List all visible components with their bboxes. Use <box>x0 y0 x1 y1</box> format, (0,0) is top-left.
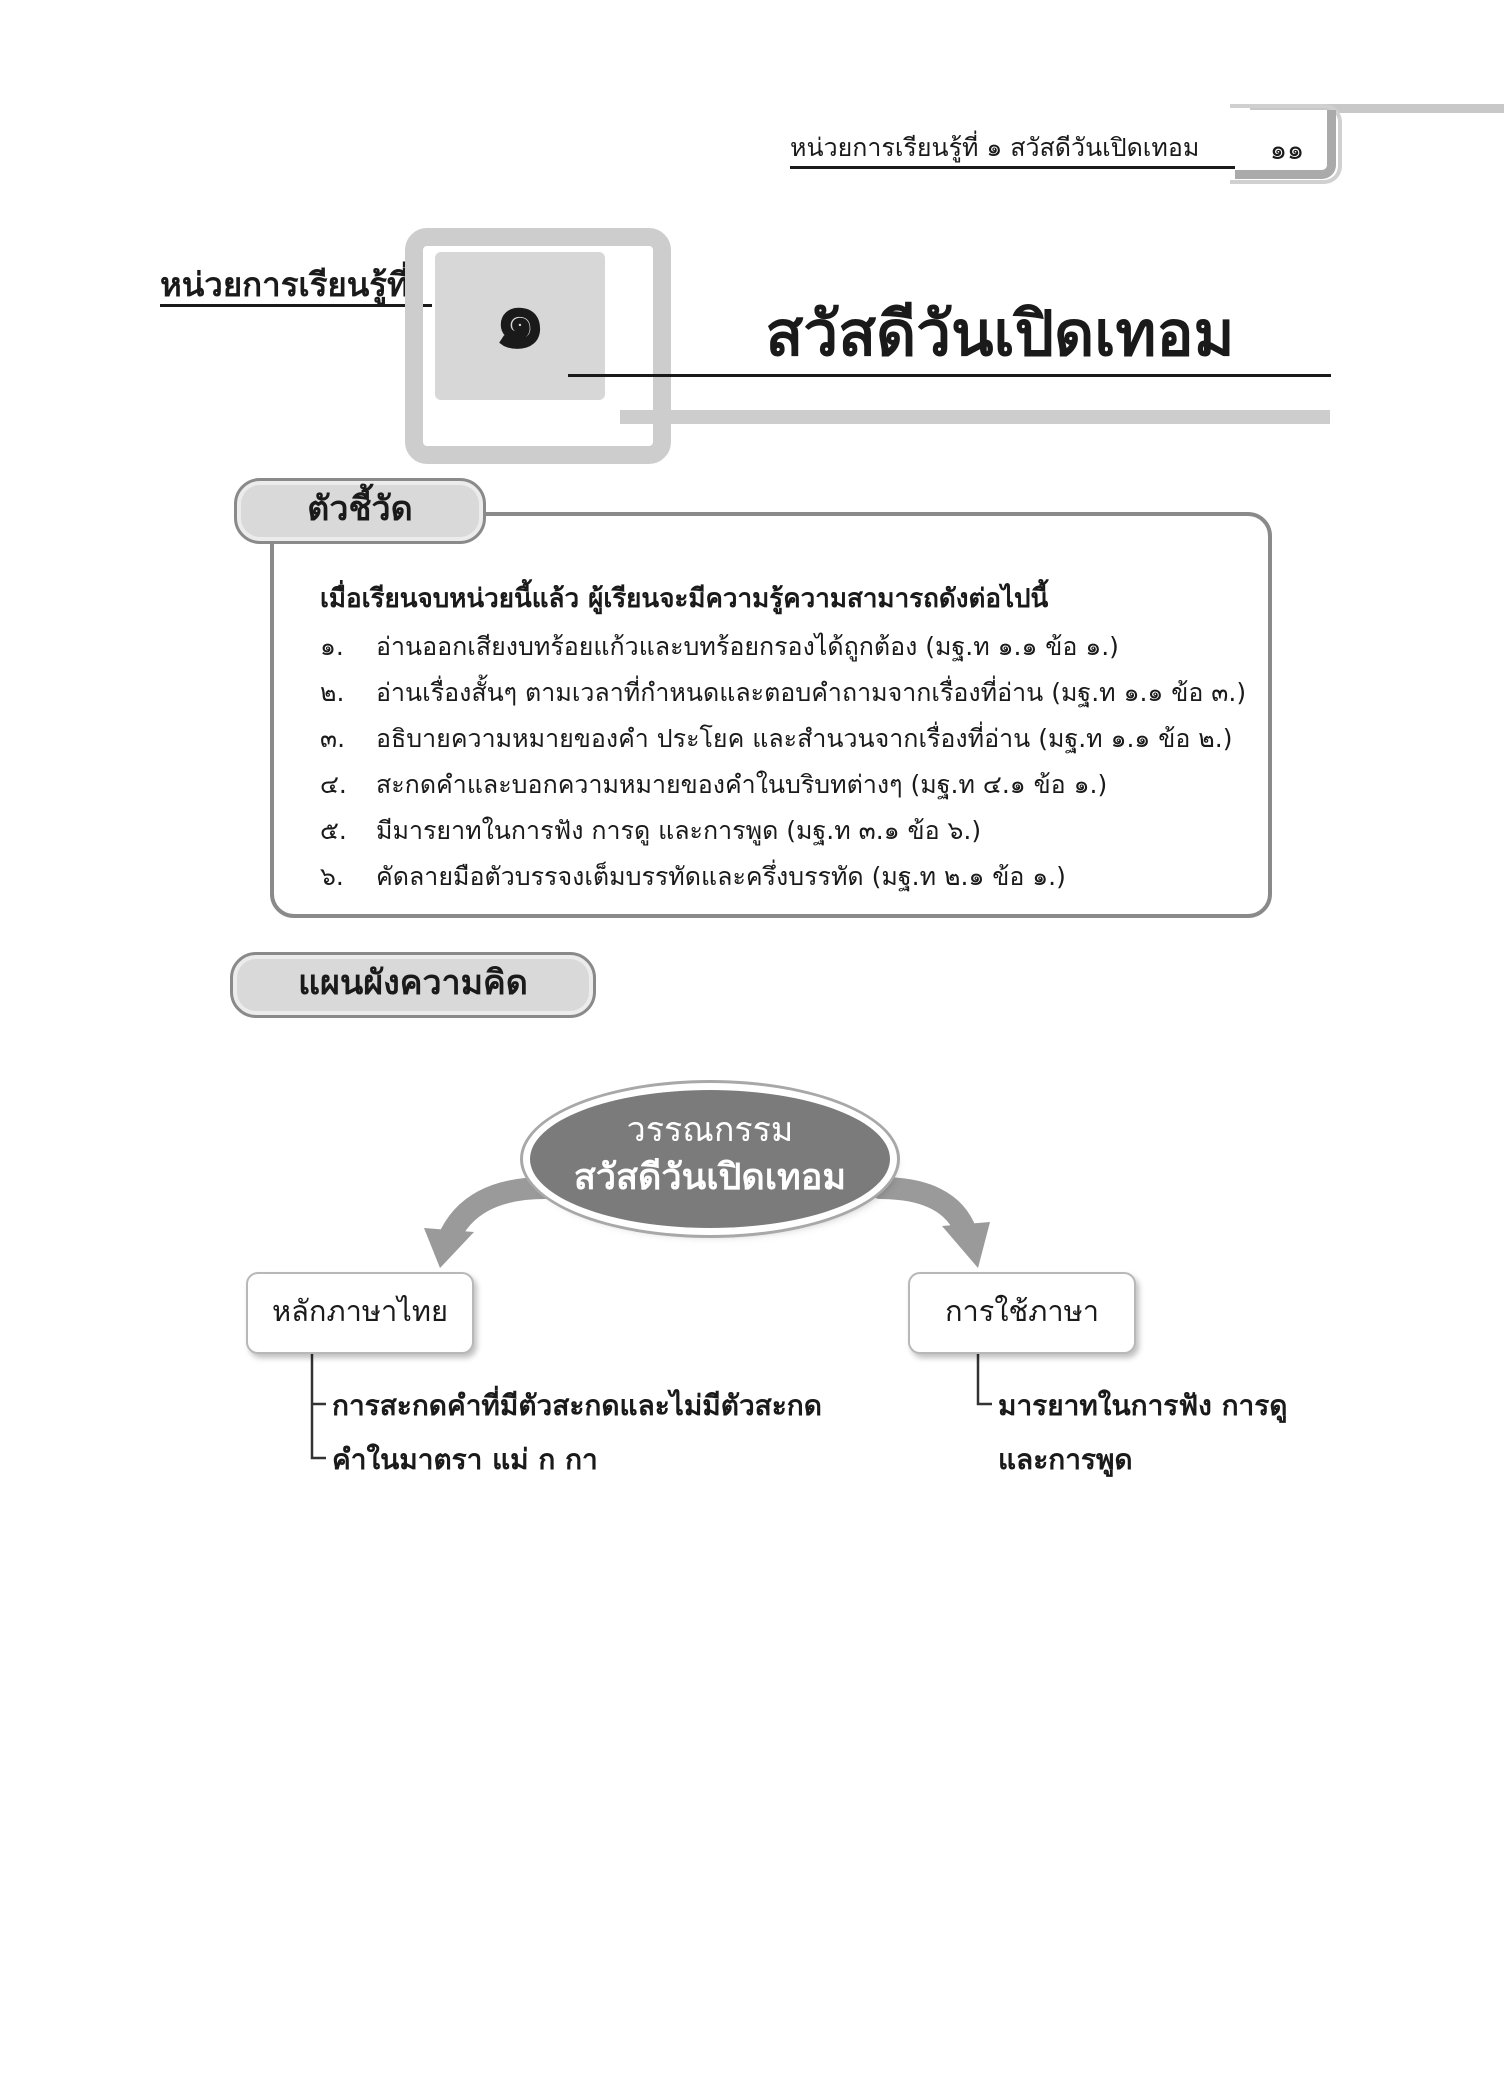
indicators-intro: เมื่อเรียนจบหน่วยนี้แล้ว ผู้เรียนจะมีความรู้ความสามารถดังต่อไปนี้ <box>320 584 1049 614</box>
item-number: ๓. <box>320 724 346 753</box>
left-arrowhead-icon <box>424 1228 474 1268</box>
left-sub-item: คำในมาตรา แม่ ก กา <box>332 1443 598 1476</box>
item-text: อธิบายความหมายของคำ ประโยค และสำนวนจากเรื่องที่อ่าน (มฐ.ท ๑.๑ ข้อ ๒.) <box>376 724 1233 753</box>
item-text: มีมารยาทในการฟัง การดู และการพูด (มฐ.ท ๓.๑ ข้อ ๖.) <box>376 816 982 845</box>
item-text: สะกดคำและบอกความหมายของคำในบริบทต่างๆ (มฐ.ท ๔.๑ ข้อ ๑.) <box>376 770 1108 799</box>
unit-label: หน่วยการเรียนรู้ที่ <box>160 265 409 304</box>
item-text: อ่านเรื่องสั้นๆ ตามเวลาที่กำหนดและตอบคำถามจากเรื่องที่อ่าน (มฐ.ท ๑.๑ ข้อ ๓.) <box>376 678 1247 707</box>
left-sub-item: การสะกดคำที่มีตัวสะกดและไม่มีตัวสะกด <box>332 1389 822 1422</box>
mindmap-branch-right: การใช้ภาษา <box>908 1272 1136 1354</box>
mindmap-heading: แผนผังความคิด <box>230 952 596 1018</box>
mindmap-center-line1: วรรณกรรม <box>626 1110 794 1150</box>
item-text: อ่านออกเสียงบทร้อยแก้วและบทร้อยกรองได้ถูกต้อง (มฐ.ท ๑.๑ ข้อ ๑.) <box>376 632 1119 661</box>
item-number: ๑. <box>320 632 344 661</box>
item-number: ๒. <box>320 678 345 707</box>
right-sub-item: มารยาทในการฟัง การดู <box>998 1389 1288 1422</box>
page-number: ๑๑ <box>1269 135 1305 166</box>
unit-title: สวัสดีวันเปิดเทอม <box>765 297 1235 370</box>
right-sub-item: และการพูด <box>998 1443 1133 1476</box>
left-bracket-line <box>312 1352 326 1458</box>
unit-number: ๑ <box>493 269 547 367</box>
item-number: ๖. <box>320 862 344 891</box>
right-bracket-line <box>978 1352 992 1404</box>
item-number: ๕. <box>320 816 347 845</box>
item-text: คัดลายมือตัวบรรจงเต็มบรรทัดและครึ่งบรรทัด (มฐ.ท ๒.๑ ข้อ ๑.) <box>376 862 1066 891</box>
mindmap-branch-left: หลักภาษาไทย <box>246 1272 474 1354</box>
mindmap-center-line2: สวัสดีวันเปิดเทอม <box>573 1157 847 1198</box>
indicators-heading: ตัวชี้วัด <box>234 478 486 544</box>
right-arrowhead-icon <box>942 1222 990 1268</box>
item-number: ๔. <box>320 770 347 799</box>
running-header-title: หน่วยการเรียนรู้ที่ ๑ สวัสดีวันเปิดเทอม <box>790 133 1200 162</box>
